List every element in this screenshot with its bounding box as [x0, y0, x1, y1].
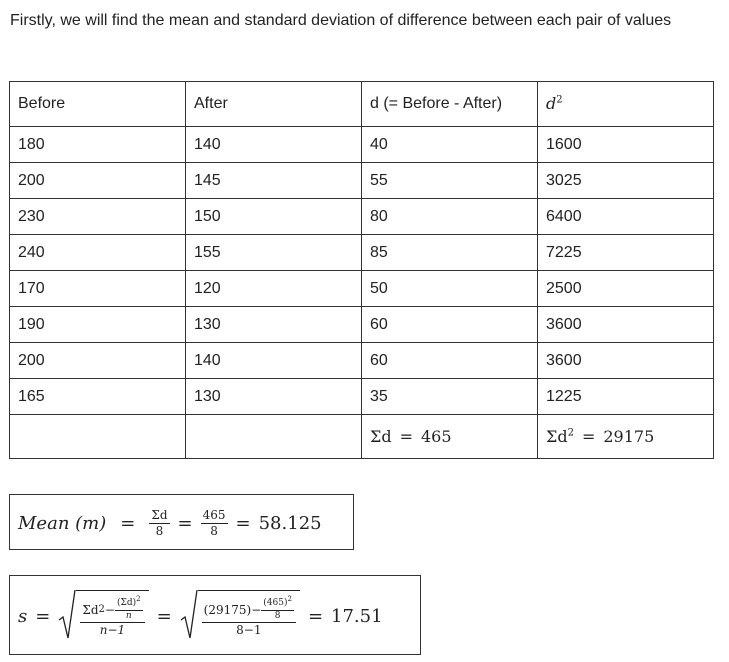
cell-d2: 3600 [538, 307, 714, 343]
cell-before: 240 [10, 235, 186, 271]
cell-after: 150 [186, 199, 362, 235]
mean-frac-sigma [149, 508, 169, 539]
mean-lhs: Mean (m) [18, 512, 107, 534]
sd-inner-small-den: n [125, 610, 132, 621]
mean-frac2-num: 465 [202, 507, 226, 522]
table-header-row [10, 82, 714, 127]
cell-before: 180 [10, 127, 186, 163]
cell-d2: 7225 [538, 235, 714, 271]
cell-before: 200 [10, 163, 186, 199]
sum-d-cell [362, 415, 538, 459]
table-row [10, 163, 714, 199]
sd-formula-box [9, 575, 421, 655]
mean-frac-value [201, 508, 228, 539]
sd-num2-small-exp: 2 [287, 595, 292, 604]
mean-formula-box [9, 494, 354, 550]
cell-after: 155 [186, 235, 362, 271]
cell-d: 80 [362, 199, 538, 235]
table-row [10, 343, 714, 379]
cell-d: 60 [362, 307, 538, 343]
table-row [10, 379, 714, 415]
header-d2-exp: 2 [556, 94, 563, 106]
sum-d-eq: = [399, 427, 413, 446]
sum-d2-value: 29175 [603, 427, 655, 446]
header-before: Before [10, 82, 186, 127]
sd-eq2: = [156, 605, 172, 627]
cell-d: 55 [362, 163, 538, 199]
sd-den1: n−1 [99, 622, 126, 637]
table-row [10, 235, 714, 271]
sd-inner-term: Σd [82, 602, 99, 617]
cell-d: 60 [362, 343, 538, 379]
cell-after: 130 [186, 379, 362, 415]
sd-frac-2 [202, 595, 296, 638]
cell-d: 35 [362, 379, 538, 415]
sum-d2-eq: = [581, 427, 596, 446]
cell-after: 130 [186, 307, 362, 343]
mean-frac1-den: 8 [155, 523, 164, 538]
sd-sqrt-2 [180, 590, 300, 642]
sum-d2-label: Σd [546, 427, 568, 446]
intro-text: Firstly, we will find the mean and standard deviation of difference between each pair of values [10, 12, 672, 29]
cell-before: 165 [10, 379, 186, 415]
table-row [10, 307, 714, 343]
sd-lhs: s [18, 605, 28, 627]
cell-d2: 6400 [538, 199, 714, 235]
table-row [10, 271, 714, 307]
sum-d2-cell [538, 415, 714, 459]
header-after: After [186, 82, 362, 127]
sd-num2-small-den: 8 [274, 610, 281, 621]
sd-sqrt-1 [58, 590, 148, 642]
cell-d2: 3600 [538, 343, 714, 379]
cell-d2: 2500 [538, 271, 714, 307]
cell-d: 50 [362, 271, 538, 307]
sd-inner-small-exp: 2 [136, 595, 141, 604]
header-d2-base: d [546, 94, 557, 113]
mean-eq1: = [120, 512, 136, 534]
cell-after: 145 [186, 163, 362, 199]
difference-table [9, 81, 714, 459]
sum-empty-1 [10, 415, 186, 459]
cell-d: 40 [362, 127, 538, 163]
sd-num2-a: (29175)− [203, 602, 262, 617]
cell-before: 200 [10, 343, 186, 379]
cell-d2: 3025 [538, 163, 714, 199]
sum-row [10, 415, 714, 459]
cell-d: 85 [362, 235, 538, 271]
cell-before: 230 [10, 199, 186, 235]
table-row [10, 199, 714, 235]
mean-result: 58.125 [258, 512, 322, 534]
mean-frac2-den: 8 [210, 523, 218, 538]
mean-eq2: = [177, 512, 193, 534]
radical-sign-icon [58, 590, 76, 642]
sum-empty-2 [186, 415, 362, 459]
table-row [10, 127, 714, 163]
sd-inner-minus: − [104, 602, 115, 617]
cell-after: 140 [186, 127, 362, 163]
header-d2 [538, 82, 714, 127]
radical-sign-icon [180, 590, 198, 642]
sd-frac-1: Σd 2 − $\frac{(\Sigma d)^2}{n}$ n−1 [80, 598, 144, 638]
cell-after: 120 [186, 271, 362, 307]
sum-d-value: 465 [420, 427, 452, 446]
sum-d2-exp: 2 [567, 427, 574, 439]
sd-num2-small-frac [261, 595, 294, 622]
sd-inner-small-frac [115, 595, 143, 622]
sd-num2-small-num: (465) [263, 598, 288, 609]
cell-d2: 1225 [538, 379, 714, 415]
mean-eq3: = [235, 512, 251, 534]
sd-den2: 8−1 [236, 622, 262, 637]
sum-d-label: Σd [370, 427, 392, 446]
sd-result: 17.51 [331, 605, 383, 627]
header-d: d (= Before - After) [362, 82, 538, 127]
mean-frac1-num: Σd [151, 507, 168, 522]
sd-eq3: = [307, 605, 324, 627]
sd-eq1: = [35, 605, 51, 627]
cell-before: 190 [10, 307, 186, 343]
cell-d2: 1600 [538, 127, 714, 163]
sd-inner-small-num: (Σd) [116, 598, 137, 609]
cell-before: 170 [10, 271, 186, 307]
cell-after: 140 [186, 343, 362, 379]
